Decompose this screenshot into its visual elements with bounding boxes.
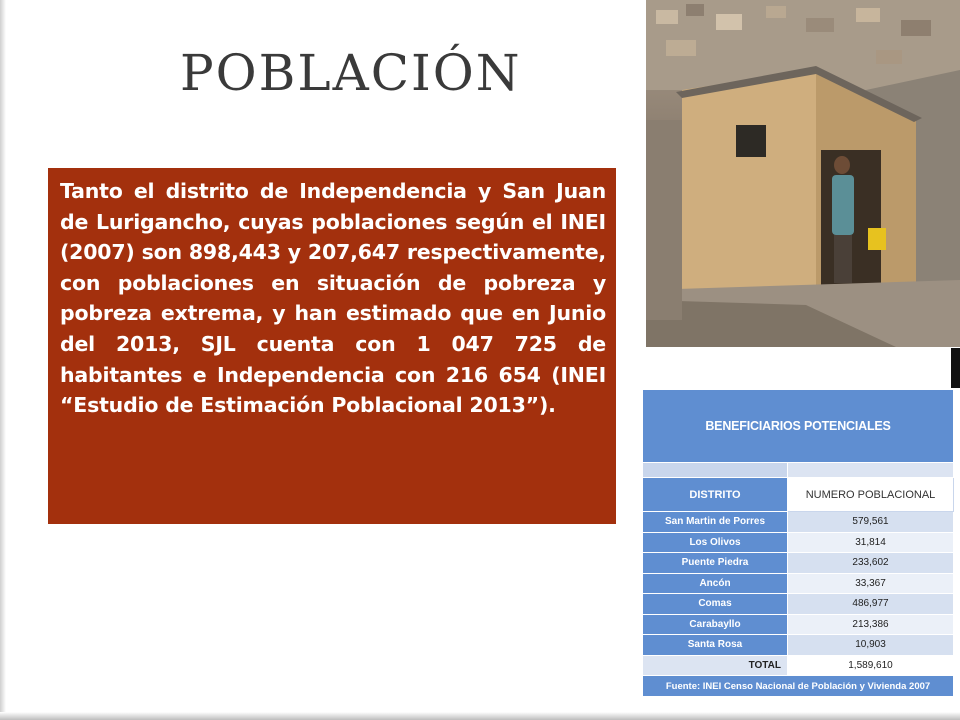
table-source: Fuente: INEI Censo Nacional de Población y Vivienda 2007 [643, 676, 954, 697]
population-cell: 233,602 [788, 553, 954, 574]
district-cell: Puente Piedra [643, 553, 788, 574]
beneficiaries-table [642, 389, 953, 720]
population-cell: 579,561 [788, 512, 954, 533]
population-cell: 486,977 [788, 594, 954, 615]
total-label: TOTAL [643, 655, 788, 676]
table-row [643, 614, 954, 635]
population-cell: 213,386 [788, 614, 954, 635]
photo-edge-strip [951, 348, 960, 388]
table-row [643, 635, 954, 656]
table-spacer [788, 463, 954, 478]
district-cell: Los Olivos [643, 532, 788, 553]
house-photo [646, 0, 960, 347]
district-cell: San Martin de Porres [643, 512, 788, 533]
table-title: BENEFICIARIOS POTENCIALES [643, 390, 954, 463]
column-header-district: DISTRITO [643, 478, 788, 512]
table-row [643, 512, 954, 533]
slide-title: POBLACIÓN [180, 44, 522, 102]
population-cell: 31,814 [788, 532, 954, 553]
total-value: 1,589,610 [788, 655, 954, 676]
table-row [643, 573, 954, 594]
table-row [643, 553, 954, 574]
table-row [643, 532, 954, 553]
population-cell: 10,903 [788, 635, 954, 656]
table-spacer [643, 463, 788, 478]
district-cell: Comas [643, 594, 788, 615]
column-header-population: NUMERO POBLACIONAL [788, 478, 954, 512]
slide-bottom-shadow [0, 712, 960, 720]
district-cell: Carabayllo [643, 614, 788, 635]
total-row [643, 655, 954, 676]
table-row [643, 594, 954, 615]
district-cell: Santa Rosa [643, 635, 788, 656]
slide-edge-shadow [0, 0, 6, 720]
body-text-box: Tanto el distrito de Independencia y San Juan de Lurigancho, cuyas poblaciones según el INEI (2007) son 898,443 y 207,647 respectivamente, con poblaciones en situación de pobreza y pobreza extrema, y han estimado que en Junio del 2013, SJL cuenta con 1 047 725 de habitantes e Independencia con 216 654 (INEI “Estudio de Estimación Poblacional 2013”). [48, 168, 616, 524]
district-cell: Ancón [643, 573, 788, 594]
population-cell: 33,367 [788, 573, 954, 594]
